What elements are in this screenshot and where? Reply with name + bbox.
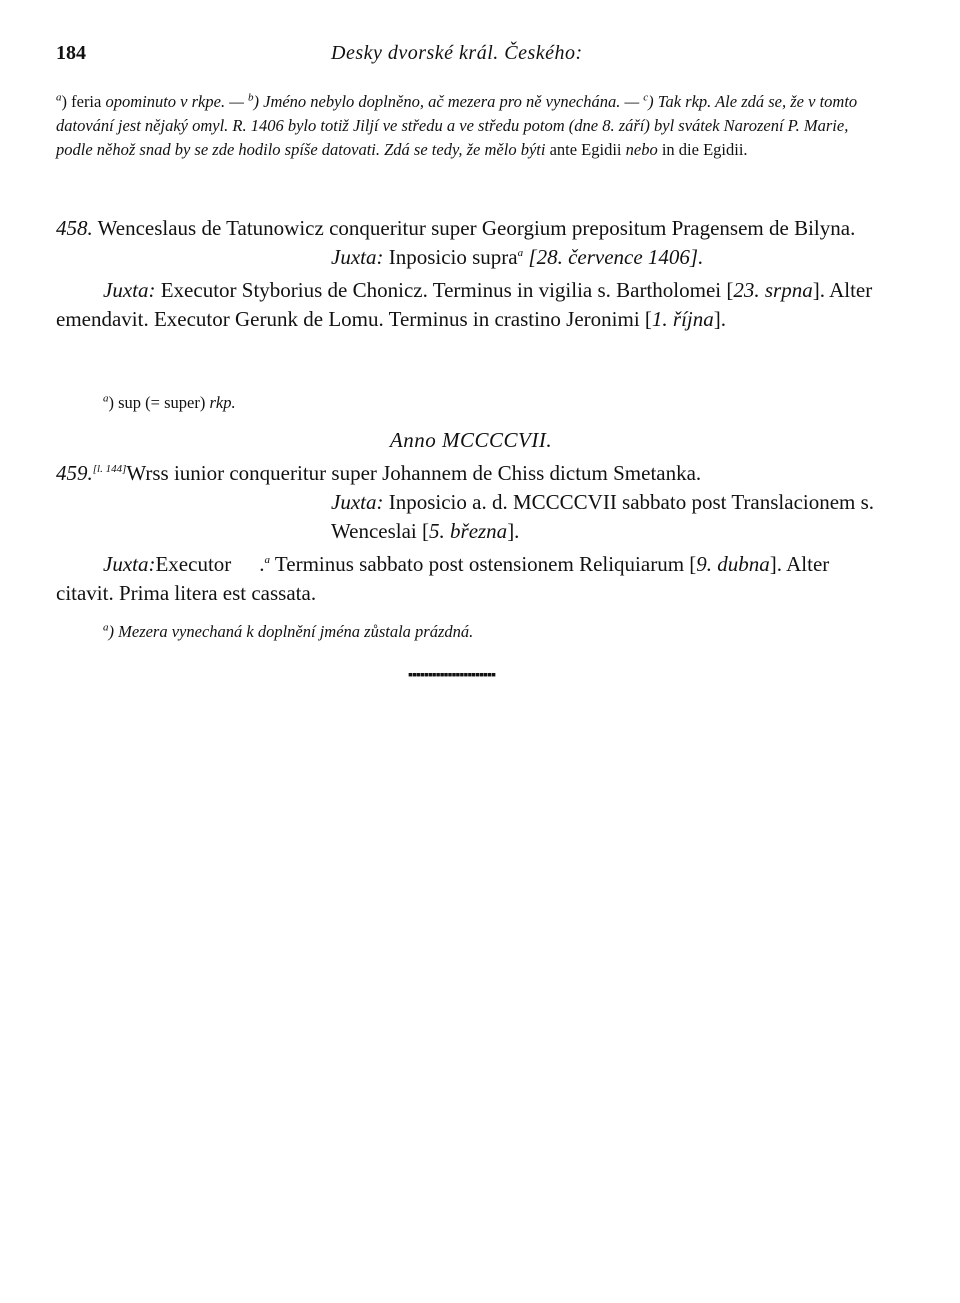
year-heading: Anno MCCCCVII.	[389, 428, 553, 452]
inposicio-date: 5. března	[429, 519, 508, 543]
entry-text: Wenceslaus de Tatunowicz conqueritur super Georgium prepositum Pragensem de Bilyna.	[92, 216, 856, 240]
inposicio-text: Inposicio a. d. MCCCCVII sabbato post Translacionem s. Wenceslai [	[331, 490, 875, 543]
footnote-c-roman-2: in die Egidii.	[661, 140, 748, 159]
page-number: 184	[56, 42, 86, 64]
entry-number: 459.	[56, 461, 93, 485]
footnote-marker: a	[103, 392, 109, 405]
terminus-text: Terminus sabbato post ostensionem Reliquiarum [	[270, 552, 697, 576]
footnote-a-text-2: opominuto v rkpe. —	[105, 92, 248, 111]
executor-text: Executor	[155, 552, 232, 576]
executor-marker: a	[264, 554, 271, 566]
folio-marker: [l. 144]	[92, 463, 127, 475]
entry-458-executor	[56, 276, 886, 334]
entry-458	[56, 214, 886, 334]
terminus-end: ]. Alter citavit. Prima litera est cassata.	[56, 552, 830, 605]
executor-text-1: Executor Styborius de Chonicz. Terminus in vigilia s. Bartholomei [	[155, 278, 734, 302]
executor-text-2: ]. Alter emendavit. Executor Gerunk de Lomu. Terminus in crastino Jeronimi [	[56, 278, 873, 331]
footnote-459	[103, 622, 473, 642]
executor-date-1: 23. srpna	[733, 278, 813, 302]
entry-459-inposicio	[56, 488, 886, 546]
footnote-marker: a	[103, 621, 109, 634]
footnote-text: ) Mezera vynechaná k doplnění jména zůstala prázdná.	[108, 622, 474, 641]
section-ornament: ▪▪▪▪▪▪▪▪▪▪▪▪▪▪▪▪▪▪▪▪▪▪	[408, 668, 496, 683]
running-title: Desky dvorské král. Českého:	[331, 42, 583, 64]
entry-number: 458.	[56, 216, 93, 240]
entry-458-heading	[56, 214, 886, 243]
juxta-label: Juxta:	[103, 552, 156, 576]
juxta-label: Juxta:	[103, 278, 156, 302]
footnotes-top	[56, 90, 886, 162]
entry-text: Wrss iunior conqueritur super Johannem de Chiss dictum Smetanka.	[126, 461, 702, 485]
footnote-marker-a: a	[56, 91, 62, 104]
inposicio-end: ].	[507, 519, 520, 543]
entry-459	[56, 459, 886, 608]
executor-text-3: ].	[713, 307, 726, 331]
footnote-block	[56, 90, 886, 162]
footnote-c-italic: nebo	[625, 140, 662, 159]
inposicio-marker: a	[517, 247, 524, 259]
executor-date-2: 1. října	[651, 307, 714, 331]
page-header	[56, 42, 886, 72]
terminus-date: 9. dubna	[696, 552, 770, 576]
juxta-label: Juxta:	[331, 490, 384, 514]
entry-458-inposicio	[56, 243, 886, 272]
inposicio-text: Inposicio supra	[383, 245, 518, 269]
footnote-c-roman: ante Egidii	[549, 140, 626, 159]
footnote-marker-b: b	[248, 91, 254, 104]
footnote-458	[103, 393, 236, 413]
juxta-label: Juxta:	[331, 245, 384, 269]
footnote-b-text: ) Jméno nebylo doplněno, ač mezera pro ně vynechána. —	[253, 92, 640, 111]
footnote-marker-c: c	[643, 91, 649, 104]
footnote-text-1: ) sup (= super)	[108, 393, 210, 412]
footnote-a-text-1: ) feria	[61, 92, 106, 111]
entry-459-executor: Juxta:Executor .$^a$ Terminus sabbato post ostensionem Reliquiarum [9. dubna]. Alter citavit. Prima litera est cassata.	[56, 552, 830, 605]
inposicio-date: [28. července 1406].	[523, 245, 704, 269]
entry-459-heading	[56, 459, 886, 488]
footnote-text-2: rkp.	[209, 393, 236, 412]
footnote-c-text: ) Tak rkp. Ale zdá se, že v tomto datování jest nějaký omyl. R. 1406 bylo totiž Jiljí ve středu a ve středu potom (dne 8. září) byl svátek Narození P. Marie, podle něhož snad by se zde hodilo spíše datovati. Zdá se tedy, že mělo býti	[56, 92, 858, 159]
